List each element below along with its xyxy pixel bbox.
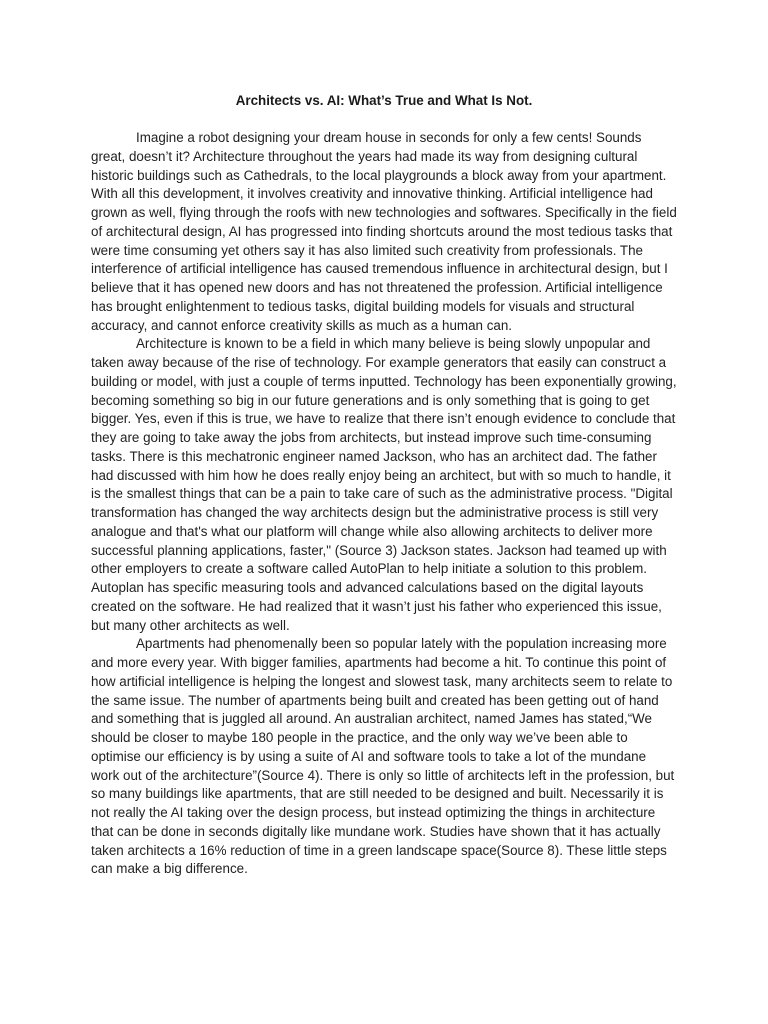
paragraph-1: Imagine a robot designing your dream house in seconds for only a few cents! Sounds great, doesn’t it? Architecture throughout the years had made its way from designing cultural historic buildings such as Cathedrals, to the local playgrounds a block away from your apartment. With all this development, it involves creativity and innovative thinking. Artificial intelligence had grown as well, flying through the roofs with new technologies and softwares. Specifically in the field of architectural design, AI has progressed into finding shortcuts around the most tedious tasks that were time consuming yet others say it has also limited such creativity from professionals. The interference of artificial intelligence has caused tremendous influence in architectural design, but I believe that it has opened new doors and has not threatened the profession. Artificial intelligence has brought enlightenment to tedious tasks, digital building models for visuals and structural accuracy, and cannot enforce creativity skills as much as a human can. [91,130,677,333]
document-body [91,91,677,879]
document-title: Architects vs. AI: What’s True and What Is Not. [235,93,533,108]
paragraph-3: Apartments had phenomenally been so popular lately with the population increasing more and more every year. With bigger families, apartments had become a hit. To continue this point of how artificial intelligence is helping the longest and slowest task, many architects seem to relate to the same issue. The number of apartments being built and created has been getting out of hand and something that is juggled all around. An australian architect, named James has stated,“We should be closer to maybe 180 people in the practice, and the only way we’ve been able to optimise our efficiency is by using a suite of AI and software tools to take a lot of the mundane work out of the architecture”(Source 4). There is only so little of architects left in the profession, but so many buildings like apartments, that are still needed to be designed and built. Necessarily it is not really the AI taking over the design process, but instead optimizing the things in architecture that can be done in seconds digitally like mundane work. Studies have shown that it has actually taken architects a 16% reduction of time in a green landscape space(Source 8). These little steps can make a big difference. [91,636,675,877]
paragraph-2: Architecture is known to be a field in which many believe is being slowly unpopular and taken away because of the rise of technology. For example generators that easily can construct a building or model, with just a couple of terms inputted. Technology has been exponentially growing, becoming something so big in our future generations and is only something that is going to get bigger. Yes, even if this is true, we have to realize that there isn’t enough evidence to conclude that they are going to take away the jobs from architects, but instead improve such time-consuming tasks. There is this mechatronic engineer named Jackson, who has an architect dad. The father had discussed with him how he does really enjoy being an architect, but with so much to handle, it is the smallest things that can be a pain to take care of such as the administrative process. "Digital transformation has changed the way architects design but the administrative process is still very analogue and that's what our platform will change while also allowing architects to deliver more successful planning applications, faster," (Source 3) Jackson states. Jackson had teamed up with other employers to create a software called AutoPlan to help initiate a solution to this problem. Autoplan has specific measuring tools and advanced calculations based on the digital layouts created on the software. He had realized that it wasn’t just his father who experienced this issue, but many other architects as well. [91,336,677,633]
